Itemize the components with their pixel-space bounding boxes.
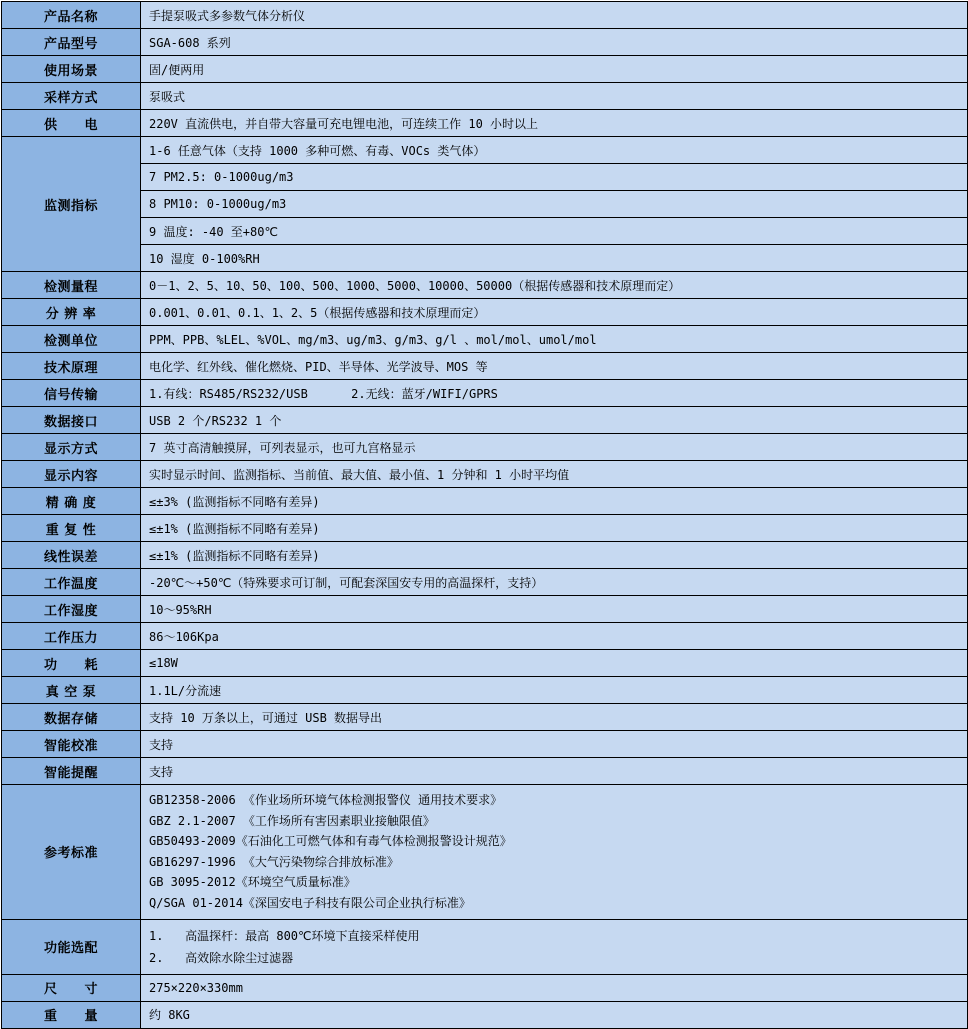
spec-value-line: 1. 高温探杆：最高 800℃环境下直接采样使用 <box>149 928 420 943</box>
spec-label: 分 辨 率 <box>2 299 141 326</box>
spec-label: 尺 寸 <box>2 974 141 1001</box>
table-row <box>2 272 968 299</box>
spec-value: -20℃～+50℃（特殊要求可订制，可配套深国安专用的高温探杆，支持） <box>141 569 968 596</box>
spec-label: 智能提醒 <box>2 758 141 785</box>
spec-value: SGA-608 系列 <box>141 29 968 56</box>
spec-label: 精 确 度 <box>2 488 141 515</box>
table-row <box>2 29 968 56</box>
spec-value: 10～95%RH <box>141 596 968 623</box>
spec-value: 9 温度: -40 至+80℃ <box>141 218 968 245</box>
table-row <box>2 407 968 434</box>
spec-value: ≤±1% (监测指标不同略有差异) <box>141 515 968 542</box>
spec-label: 采样方式 <box>2 83 141 110</box>
spec-label: 功 耗 <box>2 650 141 677</box>
spec-value-line: GB 3095-2012《环境空气质量标准》 <box>149 875 356 890</box>
table-row <box>2 650 968 677</box>
spec-value: 0－1、2、5、10、50、100、500、1000、5000、10000、50000（根据传感器和技术原理而定） <box>141 272 968 299</box>
spec-value: 7 PM2.5: 0-1000ug/m3 <box>141 164 968 191</box>
table-row <box>2 677 968 704</box>
spec-value: 275×220×330mm <box>141 974 968 1001</box>
spec-label: 参考标准 <box>2 785 141 920</box>
spec-label: 功能选配 <box>2 919 141 974</box>
spec-value-line: GB12358-2006 《作业场所环境气体检测报警仪 通用技术要求》 <box>149 793 503 807</box>
spec-label: 技术原理 <box>2 353 141 380</box>
table-row <box>2 191 968 218</box>
table-row <box>2 164 968 191</box>
spec-value: 1.1L/分流速 <box>141 677 968 704</box>
spec-value: 支持 <box>141 731 968 758</box>
spec-value: 220V 直流供电，并自带大容量可充电锂电池，可连续工作 10 小时以上 <box>141 110 968 137</box>
spec-label: 显示内容 <box>2 461 141 488</box>
spec-value <box>141 919 968 974</box>
spec-label: 工作湿度 <box>2 596 141 623</box>
spec-label: 产品名称 <box>2 2 141 29</box>
table-row <box>2 380 968 407</box>
spec-value: ≤±3% (监测指标不同略有差异) <box>141 488 968 515</box>
spec-value: 支持 10 万条以上，可通过 USB 数据导出 <box>141 704 968 731</box>
spec-value: 泵吸式 <box>141 83 968 110</box>
table-row <box>2 326 968 353</box>
table-row <box>2 919 968 974</box>
spec-label: 监测指标 <box>2 137 141 272</box>
table-row <box>2 353 968 380</box>
table-row <box>2 704 968 731</box>
table-row <box>2 245 968 272</box>
spec-value: 7 英寸高清触摸屏，可列表显示，也可九宫格显示 <box>141 434 968 461</box>
spec-value: 手提泵吸式多参数气体分析仪 <box>141 2 968 29</box>
spec-value: USB 2 个/RS232 1 个 <box>141 407 968 434</box>
table-row <box>2 218 968 245</box>
table-row <box>2 137 968 164</box>
spec-table <box>1 1 968 1029</box>
spec-label: 检测量程 <box>2 272 141 299</box>
spec-label: 重 量 <box>2 1001 141 1028</box>
spec-label: 重 复 性 <box>2 515 141 542</box>
spec-value: 86～106Kpa <box>141 623 968 650</box>
table-row <box>2 623 968 650</box>
table-row <box>2 515 968 542</box>
table-row <box>2 110 968 137</box>
spec-label: 信号传输 <box>2 380 141 407</box>
spec-label: 工作温度 <box>2 569 141 596</box>
table-row <box>2 1001 968 1028</box>
table-row <box>2 758 968 785</box>
spec-label: 显示方式 <box>2 434 141 461</box>
spec-value: ≤18W <box>141 650 968 677</box>
table-row <box>2 461 968 488</box>
table-row <box>2 785 968 920</box>
spec-label: 产品型号 <box>2 29 141 56</box>
spec-value-line: GB16297-1996 《大气污染物综合排放标准》 <box>149 854 399 869</box>
spec-label: 数据接口 <box>2 407 141 434</box>
spec-label: 使用场景 <box>2 56 141 83</box>
spec-value: 支持 <box>141 758 968 785</box>
spec-value: 1-6 任意气体（支持 1000 多种可燃、有毒、VOCs 类气体） <box>141 137 968 164</box>
table-row <box>2 83 968 110</box>
spec-value <box>141 785 968 920</box>
spec-label: 工作压力 <box>2 623 141 650</box>
table-row <box>2 488 968 515</box>
spec-value: PPM、PPB、%LEL、%VOL、mg/m3、ug/m3、g/m3、g/l 、mol/mol、umol/mol <box>141 326 968 353</box>
spec-value: 0.001、0.01、0.1、1、2、5（根据传感器和技术原理而定） <box>141 299 968 326</box>
spec-value-line: GB50493-2009《石油化工可燃气体和有毒气体检测报警设计规范》 <box>149 834 512 849</box>
table-row <box>2 974 968 1001</box>
table-row <box>2 596 968 623</box>
table-row <box>2 542 968 569</box>
table-row <box>2 569 968 596</box>
spec-value: ≤±1% (监测指标不同略有差异) <box>141 542 968 569</box>
table-row <box>2 434 968 461</box>
spec-value-line: Q/SGA 01-2014《深国安电子科技有限公司企业执行标准》 <box>149 895 471 910</box>
table-row <box>2 299 968 326</box>
spec-value: 实时显示时间、监测指标、当前值、最大值、最小值、1 分钟和 1 小时平均值 <box>141 461 968 488</box>
spec-value: 固/便两用 <box>141 56 968 83</box>
spec-label: 检测单位 <box>2 326 141 353</box>
table-row <box>2 2 968 29</box>
spec-value: 约 8KG <box>141 1001 968 1028</box>
spec-value-line: 2. 高效除水除尘过滤器 <box>149 950 294 965</box>
spec-label: 数据存储 <box>2 704 141 731</box>
spec-value: 10 湿度 0-100%RH <box>141 245 968 272</box>
spec-label: 真 空 泵 <box>2 677 141 704</box>
spec-label: 线性误差 <box>2 542 141 569</box>
spec-value: 电化学、红外线、催化燃烧、PID、半导体、光学波导、MOS 等 <box>141 353 968 380</box>
spec-value: 1.有线：RS485/RS232/USB 2.无线：蓝牙/WIFI/GPRS <box>141 380 968 407</box>
spec-label: 供 电 <box>2 110 141 137</box>
spec-label: 智能校准 <box>2 731 141 758</box>
spec-value: 8 PM10: 0-1000ug/m3 <box>141 191 968 218</box>
table-row <box>2 56 968 83</box>
table-row <box>2 731 968 758</box>
spec-value-line: GBZ 2.1-2007 《工作场所有害因素职业接触限值》 <box>149 813 435 828</box>
